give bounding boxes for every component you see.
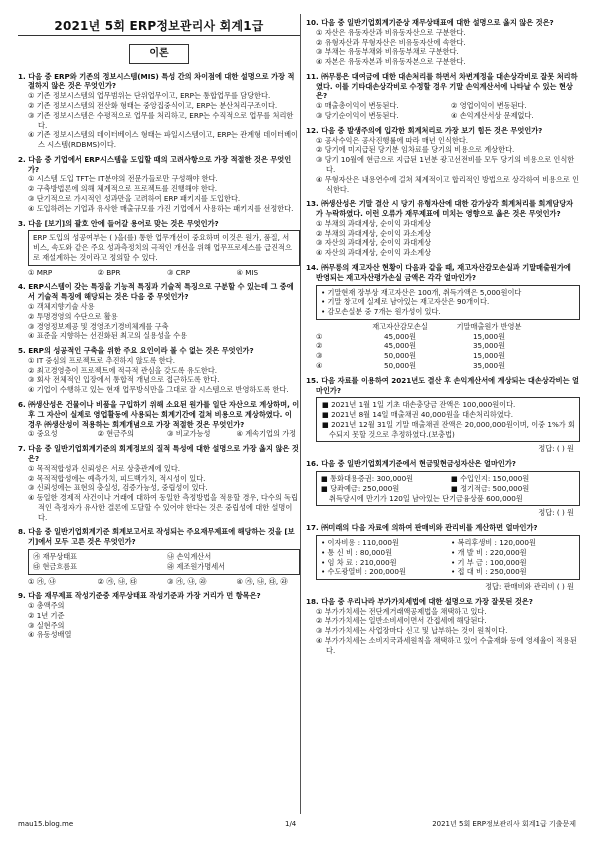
options-row: [18, 577, 300, 587]
option-4: ④ 표준을 지향하는 선진화된 최고의 실용성을 수용: [28, 331, 188, 341]
example-item: ■ 정기적금: 500,000원: [451, 483, 530, 493]
question-3: [18, 219, 300, 278]
question-text: 13. ㈜생산성은 기말 결산 시 당기 유형자산에 대한 감가상각 회계처리를 회계담당자가 누락하였다. 이런 오류가 재무제표에 미치는 영향으로 옳은 것은 무엇인가?: [306, 199, 574, 219]
cell: 50,000원: [383, 361, 417, 370]
option-2: ② 1년 기준: [28, 610, 65, 620]
options-row: [18, 268, 300, 278]
example-item: • 기 부 금 : 100,000원: [451, 557, 527, 567]
example-box: [316, 471, 580, 506]
table-header: [316, 322, 580, 332]
example-box: [316, 535, 580, 580]
example-grid: [321, 474, 575, 494]
example-item: • 개 발 비 : 220,000원: [451, 547, 527, 557]
option-2: ② ㉮, ㉯, ㉰: [97, 576, 137, 586]
option-2: ② 당기에 미지급된 당기분 임차료를 당기의 비용으로 계상한다.: [316, 145, 515, 155]
table-row: [316, 332, 580, 342]
table-row: [316, 341, 580, 351]
option-1: ① IT 중심의 프로젝트로 추진하지 않도록 한다.: [28, 355, 175, 365]
example-item: ㉯ 손익계산서: [167, 551, 212, 561]
option-4: ④ ㉮, ㉯, ㉰, ㉱: [236, 576, 288, 586]
option-4: ④ 기업이 수행하고 있는 현재 업무방식만을 그대로 잘 시스템으로 반영하도록 한다.: [28, 385, 289, 395]
example-item: • 기말현재 장부상 재고자산은 100개, 취득가액은 5,000원이다: [321, 287, 522, 297]
footer-source: mau15.blog.me: [18, 820, 74, 828]
example-item: 취득당시에 만기가 120일 남아있는 단기금융상품 600,000원: [329, 493, 523, 503]
option-4: ④ MIS: [236, 267, 259, 277]
exam-header: [18, 18, 300, 36]
left-column: [18, 40, 300, 645]
question-text: 16. 다음 중 일반기업회계기준에서 현금및현금성자산은 얼마인가?: [306, 459, 516, 469]
example-box: [28, 549, 300, 575]
question-text: 12. 다음 중 발생주의에 입각한 회계처리로 가장 보기 힘든 것은 무엇인가?: [306, 125, 543, 135]
example-item: ㉰ 현금흐름표: [33, 561, 78, 571]
option-2: ② 최고경영층이 프로젝트에 적극적 관심을 갖도록 유도한다.: [28, 365, 218, 375]
option-1: ① 매출총이익이 변동된다.: [316, 101, 399, 111]
cell: 45,000원: [383, 331, 417, 341]
option-2: ② 부가가치세는 일반소비세이면서 간접세에 해당된다.: [316, 616, 487, 626]
option-1: ① 공사수익은 공사진행률에 따라 매년 인식한다.: [316, 135, 469, 145]
answer-blank: 정답: ( ) 원: [538, 508, 574, 518]
question-6: [18, 400, 300, 439]
question-16: [306, 459, 580, 518]
option-1: ① 시스템 도입 TFT는 IT분야의 전문가들로만 구성해야 한다.: [28, 174, 218, 184]
option-1: ① 부가가치세는 전단계거래액공제법을 채택하고 있다.: [316, 606, 487, 616]
answer-blank: 정답: 판매비와 관리비 ( ) 원: [485, 582, 574, 592]
example-item: ■ 2021년 8월 14일 매출채권 40,000원을 대손처리하였다.: [322, 410, 514, 420]
option-3: ③ 부가가치세는 사업장마다 신고 및 납부하는 것이 원칙이다.: [316, 626, 508, 636]
example-box: [316, 397, 580, 442]
option-1: ① 부채의 과대계상, 순이익 과대계상: [316, 218, 432, 228]
example-item: ■ 2021년 12월 31일 기말 매출채권 잔액은 20,000,000원이며, 이중 1%가 회수되지 못할 것으로 추정하였다.(보충법): [322, 419, 575, 439]
option-1: ① 총액주의: [28, 601, 65, 611]
header-cell: 기말매출원가 반영분: [456, 321, 522, 331]
example-item: ㉮ 재무상태표: [33, 551, 78, 561]
option-2: ② 현금주의: [97, 429, 135, 439]
cell: 35,000원: [472, 341, 506, 351]
question-text: 15. 다음 자료를 이용하여 2021년도 결산 후 손익계산서에 계상되는 대손상각비는 얼마인가?: [306, 375, 579, 395]
option-1: ① 중요성: [28, 429, 58, 439]
option-2: ② BPR: [97, 267, 121, 277]
option-1: ① ㉮, ㉯: [28, 576, 56, 586]
question-13: [306, 199, 580, 258]
question-text: 11. ㈜무릉은 대여금에 대한 대손처리를 하면서 차변계정을 대손상각비로 잘못 처리하였다. 이를 기타대손상각비로 수정할 경우 기말 손익계산서에 나타날 수 있는 현상은?: [306, 71, 578, 101]
question-14: [306, 263, 580, 371]
option-3: ③ ㉮, ㉯, ㉱: [167, 576, 207, 586]
question-17: [306, 523, 580, 592]
option-1: ① 목적적합성과 신뢰성은 서로 상충관계에 있다.: [28, 463, 181, 473]
column-divider: [300, 14, 301, 814]
option-3: ③ 회사 전체적인 입장에서 통합적 개념으로 접근하도록 한다.: [28, 375, 220, 385]
option-4: ④ 기존 정보시스템의 데이터베이스 형태는 파일시스템이고, ERP는 관계형 데이터베이스 시스템(RDBMS)이다.: [28, 130, 299, 150]
question-2: [18, 155, 300, 214]
example-item: • 임 차 료 : 210,000원: [321, 557, 397, 567]
example-item: • 통 신 비 : 80,000원: [321, 547, 393, 557]
header-cell: 재고자산감모손실: [372, 321, 428, 331]
exam-title: 2021년 5회 ERP정보관리사 회계1급: [54, 19, 264, 33]
example-box: [316, 285, 580, 320]
example-item: • 복리후생비 : 120,000원: [451, 537, 536, 547]
option-2: ② 부채의 과대계상, 순이익 과소계상: [316, 228, 432, 238]
option-4: ④ 동일한 경제적 사건이나 거래에 대하여 동일한 측정방법을 적용할 경우, 다수의 독립적인 측정자가 유사한 결론에 도달할 수 있어야 한다는 것은 중립성에 대한 설명이다.: [28, 493, 298, 522]
option-3: ③ 실현주의: [28, 620, 65, 630]
question-7: [18, 444, 300, 522]
option-3: ③ 경영정보제공 및 경영조기경비체계를 구축: [28, 321, 169, 331]
option-4: ④ 도입하려는 기업과 유사한 매출규모를 가진 기업에서 사용하는 패키지를 선정한다.: [28, 203, 294, 213]
table-row: [316, 351, 580, 361]
question-text: 9. 다음 재무제표 작성기준중 재무상태표 작성기준과 가장 거리가 먼 항목은?: [18, 591, 261, 601]
option-3: ③ 당기 10월에 현금으로 지급된 1년분 광고선전비를 모두 당기의 비용으로 인식한다.: [316, 155, 575, 174]
option-2: ② 영업이익이 변동된다.: [451, 101, 527, 111]
header-cell: [316, 322, 356, 332]
option-2: ② 투명경영의 수단으로 활용: [28, 311, 118, 321]
option-4: ④ 부가가치세는 소비지국과세원칙을 채택하고 있어 수출재화 등에 영세율이 적용된다.: [316, 635, 577, 655]
question-text: 5. ERP의 성공적인 구축을 위한 주요 요인이라 볼 수 없는 것은 무엇인가?: [18, 346, 254, 356]
question-text: 1. 다음 중 ERP와 기존의 정보시스템(MIS) 특성 간의 차이점에 대한 설명으로 가장 적절하지 않은 것은 무엇인가?: [18, 71, 295, 91]
option-3: ③ 부채는 유동부채와 비유동부채로 구분한다.: [316, 47, 459, 57]
question-text: 4. ERP시스템이 갖는 특징을 기능적 특징과 기술적 특징으로 구분할 수 있는데 그 중에서 기술적 특징에 해당되는 것은 다음 중 무엇인가?: [18, 282, 294, 302]
option-3: ③ 비교가능성: [167, 429, 211, 439]
question-10: [306, 18, 580, 67]
option-4: ④ 자본은 유동자본과 비유동자본으로 구분한다.: [316, 57, 466, 67]
example-item: • 감모손실분 중 7개는 원가성이 있다.: [321, 307, 441, 317]
option-1: ① MRP: [28, 267, 53, 277]
example-item: ■ 수입인지: 150,000원: [451, 474, 530, 484]
option-1: ① 기존 정보시스템의 업무범위는 단위업무이고, ERP는 통합업무를 담당한다.: [28, 91, 271, 101]
option-3: ③ 자산의 과대계상, 순이익 과대계상: [316, 238, 432, 248]
options-grid: [306, 101, 580, 121]
question-text: 17. ㈜미래의 다음 자료에 의하여 판매비와 관리비를 계산하면 얼마인가?: [306, 523, 538, 533]
option-2: ② 목적적합성에는 예측가치, 피드백가치, 적시성이 있다.: [28, 473, 206, 483]
option-3: ③ 신뢰성에는 표현의 충실성, 검증가능성, 중립성이 있다.: [28, 483, 208, 493]
answer-blank: 정답: ( ) 원: [538, 444, 574, 454]
question-text: 6. ㈜생산성은 건물이나 비품을 구입하기 위해 소요된 원가를 일단 자산으로 계상하며, 이후 그 자산이 실제로 영업활동에 사용되는 회계기간에 걸쳐 비용으로 계상하였다. 이 경우 ㈜생산성이 적용하는 회계개념으로 가장 적절한 것은 무엇인가?: [18, 400, 300, 429]
example-item: • 기말 창고에 실제로 남아있는 재고자산은 90개이다.: [321, 297, 490, 307]
cell: 15,000원: [472, 331, 506, 341]
option-2: ② 유형자산과 무형자산은 비유동자산에 속한다.: [316, 37, 466, 47]
question-18: [306, 597, 580, 656]
cell: 50,000원: [383, 351, 417, 361]
option-3: ③ CRP: [167, 267, 191, 277]
option-1: ① 자산은 유동자산과 비유동자산으로 구분한다.: [316, 27, 466, 37]
options-row: [18, 429, 300, 439]
example-item: • 이자비용 : 110,000원: [321, 537, 399, 547]
section-label: 이론: [129, 44, 189, 64]
option-4: ④ 계속기업의 가정: [236, 429, 297, 439]
cell: ③: [316, 351, 323, 361]
option-3: ③ 단기적으로 가시적인 성과만을 고려하여 ERP 패키지를 도입한다.: [28, 193, 241, 203]
question-text: 14. ㈜무릉의 재고자산 현황이 다음과 같을 때, 재고자산감모손실과 기말매출원가에 반영되는 재고자산평가손실 금액은 각각 얼마인가?: [306, 262, 571, 282]
question-15: [306, 376, 580, 454]
answer-table: [316, 322, 580, 371]
cell: 15,000원: [472, 351, 506, 361]
example-item: ■ 통화대용증권: 300,000원: [321, 474, 414, 484]
question-8: [18, 527, 300, 586]
right-column: [306, 18, 580, 661]
cell: 35,000원: [472, 361, 506, 370]
question-text: 2. 다음 중 기업에서 ERP시스템을 도입할 때의 고려사항으로 가장 적절한 것은 무엇인가?: [18, 154, 292, 174]
question-text: 7. 다음 중 일반기업회계기준의 회계정보의 질적 특성에 대한 설명으로 가장 옳지 않은 것은?: [18, 444, 299, 463]
cell: ②: [316, 341, 323, 351]
option-3: ③ 당기순이익이 변동된다.: [316, 111, 399, 121]
example-item: ■ 당좌예금: 250,000원: [321, 483, 400, 493]
example-item: • 접 대 비 : 250,000원: [451, 567, 527, 577]
question-4: [18, 282, 300, 341]
question-5: [18, 346, 300, 395]
option-4: ④ 무형자산은 내용연수에 걸쳐 체계적이고 합리적인 방법으로 상각하여 비용으로 인식한다.: [316, 174, 580, 194]
example-item: ㉱ 제조원가명세서: [167, 561, 226, 571]
question-text: 3. 다음 [보기]의 괄호 안에 들어갈 용어로 맞는 것은 무엇인가?: [18, 218, 219, 228]
example-item: • 수도광열비 : 200,000원: [321, 567, 406, 577]
option-4: ④ 자산의 과대계상, 순이익 과소계상: [316, 248, 432, 258]
question-1: [18, 72, 300, 150]
question-11: [306, 72, 580, 121]
example-item: ■ 2021년 1월 1일 기초 대손충당금 잔액은 100,000원이다.: [322, 400, 516, 410]
option-2: ② 구축방법론에 의해 체계적으로 프로젝트를 진행해야 한다.: [28, 184, 218, 194]
table-row: [316, 361, 580, 371]
cell: ①: [316, 331, 323, 341]
footer-page-number: 1/4: [285, 820, 297, 828]
option-2: ② 기존 정보시스템의 전산화 형태는 중앙집중식이고, ERP는 분산처리구조이다.: [28, 100, 278, 110]
option-1: ① 객체지향기술 사용: [28, 302, 95, 311]
cell: ④: [316, 361, 323, 370]
question-text: 18. 다음 중 우리나라 부가가치세법에 대한 설명으로 가장 잘못된 것은?: [306, 596, 533, 606]
question-text: 8. 다음 중 일반기업회계기준 회계보고서로 작성되는 주요재무제표에 해당하는 것을 [보기]에서 모두 고른 것은 무엇인가?: [18, 527, 295, 547]
option-4: ④ 손익계산서상 문제없다.: [451, 111, 534, 121]
option-4: ④ 유동성배열: [28, 630, 72, 640]
question-9: [18, 591, 300, 640]
question-12: [306, 126, 580, 194]
option-3: ③ 기존 정보시스템은 수평적으로 업무를 처리하고, ERP는 수직적으로 업무를 처리한다.: [28, 110, 294, 130]
footer-title: 2021년 5회 ERP정보관리사 회계1급 기출문제: [432, 820, 576, 828]
cell: 45,000원: [383, 341, 417, 351]
question-text: 10. 다음 중 일반기업회계기준상 재무상태표에 대한 설명으로 옳지 않은 것은?: [306, 18, 554, 27]
example-box: ERP 도입의 성공여부는 ( )을(를) 통한 업무개선이 중요하며 이것은 원가, 품질, 서비스, 속도와 같은 주요 성과측정치의 극적인 개선을 위해 업무프로세스를 급진적으로 재설계하는 것이라고 정의할 수 있다.: [28, 230, 300, 265]
